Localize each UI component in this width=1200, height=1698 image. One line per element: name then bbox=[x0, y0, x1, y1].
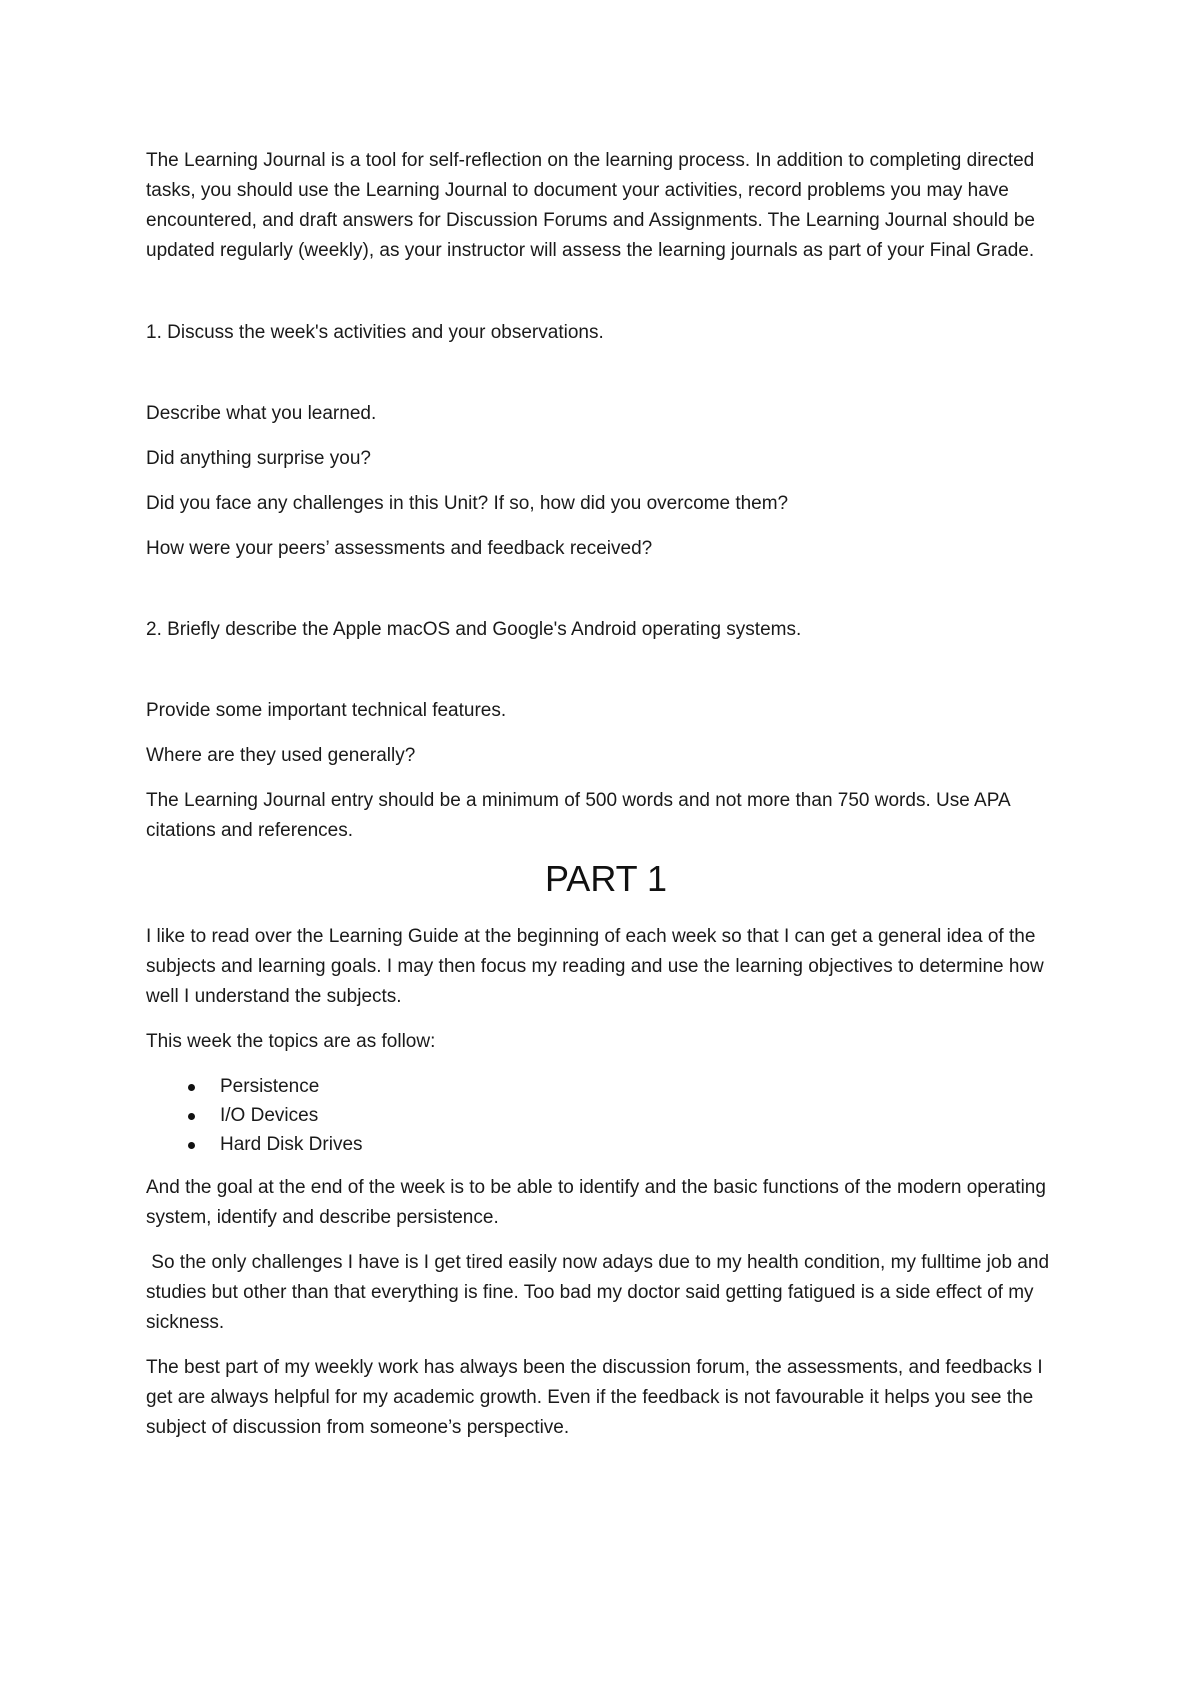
bullet-icon bbox=[188, 1084, 195, 1091]
document-body bbox=[146, 146, 1066, 1458]
question-1-prompt: Did you face any challenges in this Unit? If so, how did you overcome them? bbox=[146, 493, 789, 514]
bullet-icon bbox=[188, 1142, 195, 1149]
list-item bbox=[146, 1072, 1066, 1101]
question-1-heading: 1. Discuss the week's activities and your observations. bbox=[146, 322, 604, 343]
topic-label: Hard Disk Drives bbox=[220, 1134, 363, 1155]
question-1-prompt: Did anything surprise you? bbox=[146, 448, 371, 469]
list-item bbox=[146, 1130, 1066, 1159]
topics-intro: This week the topics are as follow: bbox=[146, 1031, 436, 1052]
question-1-prompt: How were your peers’ assessments and feedback received? bbox=[146, 538, 653, 559]
question-2-heading: 2. Briefly describe the Apple macOS and Google's Android operating systems. bbox=[146, 619, 802, 640]
part-1-paragraph: The best part of my weekly work has always been the discussion forum, the assessments, and feedbacks I get are always helpful for my academic growth. Even if the feedback is not favourable it helps you see the subject of discussion from someone’s perspective. bbox=[146, 1357, 1043, 1438]
intro-paragraph: The Learning Journal is a tool for self-reflection on the learning process. In addition to completing directed tasks, you should use the Learning Journal to document your activities, record problems you may have encountered, and draft answers for Discussion Forums and Assignments. The Learning Journal should be updated regularly (weekly), as your instructor will assess the learning journals as part of your Final Grade. bbox=[146, 150, 1035, 261]
bullet-icon bbox=[188, 1113, 195, 1120]
topic-label: I/O Devices bbox=[220, 1105, 319, 1126]
question-2-prompt: Provide some important technical features. bbox=[146, 700, 507, 721]
question-1-prompt: Describe what you learned. bbox=[146, 403, 377, 424]
list-item bbox=[146, 1101, 1066, 1130]
question-2-prompt: Where are they used generally? bbox=[146, 745, 416, 766]
word-count-requirement: The Learning Journal entry should be a minimum of 500 words and not more than 750 words. Use APA citations and references. bbox=[146, 790, 1010, 841]
part-1-title: PART 1 bbox=[544, 858, 668, 899]
topics-list bbox=[146, 1072, 1066, 1159]
part-1-paragraph: And the goal at the end of the week is to be able to identify and the basic functions of the modern operating system, identify and describe persistence. bbox=[146, 1177, 1046, 1228]
part-1-paragraph: I like to read over the Learning Guide at the beginning of each week so that I can get a general idea of the subjects and learning goals. I may then focus my reading and use the learning objectives to determine how well I understand the subjects. bbox=[146, 926, 1044, 1007]
topic-label: Persistence bbox=[220, 1076, 320, 1097]
part-1-paragraph: So the only challenges I have is I get tired easily now adays due to my health condition, my fulltime job and studies but other than that everything is fine. Too bad my doctor said getting fatigued is a side effect of my sickness. bbox=[146, 1252, 1055, 1333]
